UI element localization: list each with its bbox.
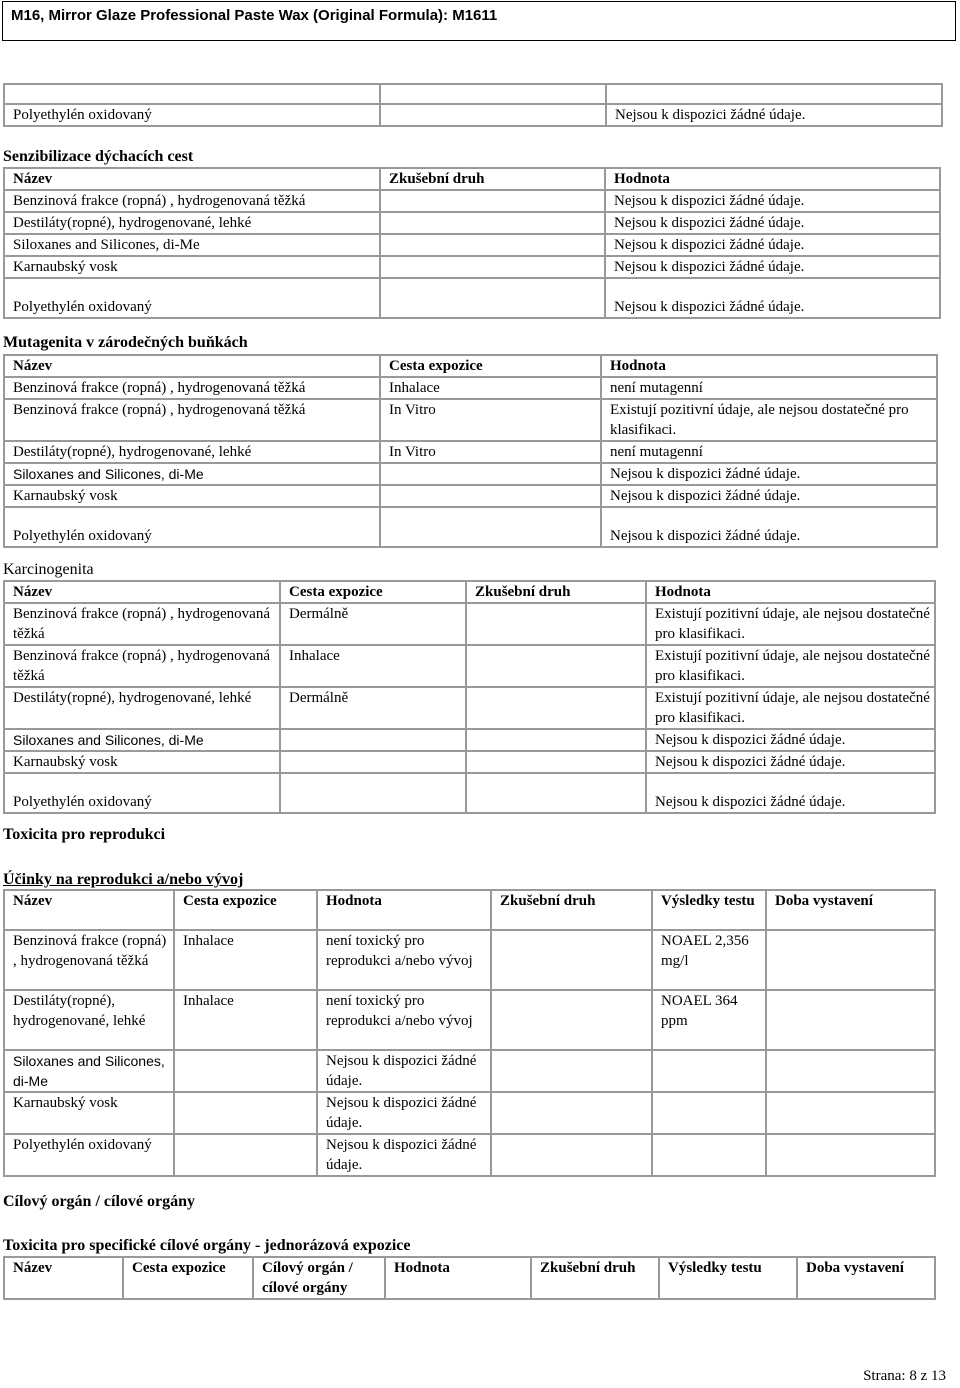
cell-value: Existují pozitivní údaje, ale nejsou dostatečné pro klasifikaci. — [646, 603, 935, 645]
cell-species — [466, 773, 646, 813]
cell-route: Inhalace — [280, 645, 466, 687]
cell-name: Polyethylén oxidovaný — [4, 1134, 174, 1176]
cell-species — [466, 729, 646, 751]
cell-name: Destiláty(ropné), hydrogenované, lehké — [4, 990, 174, 1050]
table-respiratory-sensitization — [3, 167, 941, 319]
cell-route — [280, 773, 466, 813]
table-row — [4, 212, 940, 234]
cell-exposure-duration — [766, 1092, 935, 1134]
cell-species — [491, 930, 652, 990]
cell-name: Karnaubský vosk — [4, 256, 380, 278]
section-heading-respiratory: Senzibilizace dýchacích cest — [3, 148, 194, 165]
cell-name: Benzinová frakce (ropná) , hydrogenovaná těžká — [4, 399, 380, 441]
table-row — [4, 687, 935, 729]
col-header-value: Hodnota — [605, 168, 940, 190]
cell-name: Destiláty(ropné), hydrogenované, lehké — [4, 441, 380, 463]
table-row — [4, 729, 935, 751]
cell-route: Inhalace — [174, 930, 317, 990]
cell-name: Destiláty(ropné), hydrogenované, lehké — [4, 212, 380, 234]
table-row — [4, 603, 935, 645]
col-header-value: Hodnota — [317, 890, 491, 930]
table-stot-single-exposure — [3, 1256, 936, 1300]
table-row — [4, 1050, 935, 1092]
table-row — [4, 751, 935, 773]
col-header-route: Cesta expozice — [280, 581, 466, 603]
document-header — [2, 1, 956, 41]
section-heading-carcinogenicity: Karcinogenita — [3, 561, 94, 578]
table-row — [4, 773, 935, 813]
col-header-species: Zkušební druh — [380, 168, 605, 190]
cell-value: Nejsou k dispozici žádné údaje. — [601, 507, 937, 547]
cell-value: Existují pozitivní údaje, ale nejsou dostatečné pro klasifikaci. — [646, 687, 935, 729]
cell-species — [491, 1050, 652, 1092]
table-row — [4, 930, 935, 990]
section-heading-target-organs: Cílový orgán / cílové orgány — [3, 1193, 195, 1210]
table-row — [4, 256, 940, 278]
cell-route: Inhalace — [174, 990, 317, 1050]
section-heading-mutagenicity: Mutagenita v zárodečných buňkách — [3, 334, 248, 351]
table-row — [4, 1134, 935, 1176]
table-header-row — [4, 168, 940, 190]
table-row — [4, 399, 937, 441]
table-row — [4, 441, 937, 463]
cell-name: Polyethylén oxidovaný — [4, 278, 380, 318]
cell-route: Dermálně — [280, 687, 466, 729]
table-header-row — [4, 1257, 935, 1299]
table-polyethylene-summary — [3, 83, 943, 127]
cell-route: In Vitro — [380, 441, 601, 463]
document-title: M16, Mirror Glaze Professional Paste Wax (Original Formula): M1611 — [11, 7, 498, 24]
cell-value: není toxický pro reprodukci a/nebo vývoj — [317, 930, 491, 990]
cell-species — [491, 1092, 652, 1134]
table-row — [4, 190, 940, 212]
table-header-row — [4, 581, 935, 603]
cell-value: Nejsou k dispozici žádné údaje. — [605, 256, 940, 278]
cell-route — [380, 485, 601, 507]
cell-species — [466, 603, 646, 645]
col-header-species: Zkušební druh — [491, 890, 652, 930]
cell-species — [380, 256, 605, 278]
cell-value: Nejsou k dispozici žádné údaje. — [317, 1134, 491, 1176]
table-row — [4, 507, 937, 547]
cell-route: In Vitro — [380, 399, 601, 441]
table-row — [4, 278, 940, 318]
col-header-route: Cesta expozice — [380, 355, 601, 377]
cell-value: Nejsou k dispozici žádné údaje. — [605, 212, 940, 234]
cell-route — [280, 751, 466, 773]
col-header-exposure-duration: Doba vystavení — [797, 1257, 935, 1299]
cell-exposure-duration — [766, 990, 935, 1050]
section-heading-reproductive-toxicity: Toxicita pro reprodukci — [3, 826, 166, 843]
section-heading-reproductive-effects: Účinky na reprodukci a/nebo vývoj — [3, 871, 244, 888]
cell-value: Nejsou k dispozici žádné údaje. — [317, 1050, 491, 1092]
page-current: 8 — [909, 1368, 917, 1384]
cell-value: není mutagenní — [601, 441, 937, 463]
cell-route — [174, 1050, 317, 1092]
page-number-footer — [863, 1368, 946, 1385]
cell-value: Nejsou k dispozici žádné údaje. — [606, 104, 942, 126]
cell-route: Inhalace — [380, 377, 601, 399]
cell-name: Siloxanes and Silicones, di-Me — [4, 1050, 174, 1092]
cell-name: Polyethylén oxidovaný — [4, 104, 380, 126]
cell-name: Destiláty(ropné), hydrogenované, lehké — [4, 687, 280, 729]
col-header-target-organ: Cílový orgán / cílové orgány — [253, 1257, 385, 1299]
table-header-row — [4, 355, 937, 377]
col-header-name: Název — [4, 355, 380, 377]
cell-value: Nejsou k dispozici žádné údaje. — [605, 190, 940, 212]
page-label: Strana: — [863, 1368, 906, 1384]
cell-species — [380, 104, 606, 126]
cell-name: Polyethylén oxidovaný — [4, 773, 280, 813]
cell-name: Karnaubský vosk — [4, 1092, 174, 1134]
cell-name: Benzinová frakce (ropná) , hydrogenovaná těžká — [4, 190, 380, 212]
cell-test-results — [652, 1050, 766, 1092]
table-row — [4, 84, 942, 104]
cell-name: Karnaubský vosk — [4, 485, 380, 507]
section-heading-stot-single: Toxicita pro specifické cílové orgány - jednorázová expozice — [3, 1237, 411, 1254]
table-row — [4, 377, 937, 399]
cell-species — [380, 212, 605, 234]
col-header-test-results: Výsledky testu — [652, 890, 766, 930]
cell-test-results: NOAEL 2,356 mg/l — [652, 930, 766, 990]
cell-name: Benzinová frakce (ropná) , hydrogenovaná těžká — [4, 645, 280, 687]
cell-value: Existují pozitivní údaje, ale nejsou dostatečné pro klasifikaci. — [646, 645, 935, 687]
table-carcinogenicity — [3, 580, 936, 814]
col-header-name: Název — [4, 581, 280, 603]
cell-species — [380, 234, 605, 256]
col-header-exposure-duration: Doba vystavení — [766, 890, 935, 930]
col-header-name: Název — [4, 168, 380, 190]
cell-value: Nejsou k dispozici žádné údaje. — [601, 463, 937, 485]
col-header-test-results: Výsledky testu — [659, 1257, 797, 1299]
col-header-name: Název — [4, 890, 174, 930]
cell-route — [280, 729, 466, 751]
cell-route — [174, 1092, 317, 1134]
table-row — [4, 990, 935, 1050]
cell-species — [466, 687, 646, 729]
cell-name: Siloxanes and Silicones, di-Me — [4, 463, 380, 485]
col-header-value: Hodnota — [601, 355, 937, 377]
cell-exposure-duration — [766, 1134, 935, 1176]
cell-test-results — [652, 1092, 766, 1134]
cell-value: Nejsou k dispozici žádné údaje. — [646, 773, 935, 813]
cell-value: Nejsou k dispozici žádné údaje. — [605, 234, 940, 256]
col-header-species: Zkušební druh — [466, 581, 646, 603]
cell-value: Nejsou k dispozici žádné údaje. — [605, 278, 940, 318]
cell-route — [174, 1134, 317, 1176]
cell-value: není toxický pro reprodukci a/nebo vývoj — [317, 990, 491, 1050]
page-total: 13 — [931, 1368, 946, 1384]
cell-value: Nejsou k dispozici žádné údaje. — [646, 729, 935, 751]
table-header-row — [4, 890, 935, 930]
table-row — [4, 463, 937, 485]
page-separator: z — [920, 1368, 928, 1384]
cell-value: není mutagenní — [601, 377, 937, 399]
cell-name: Siloxanes and Silicones, di-Me — [4, 234, 380, 256]
cell-route: Dermálně — [280, 603, 466, 645]
table-reproductive-effects — [3, 889, 936, 1177]
cell-species — [491, 1134, 652, 1176]
col-header-value: Hodnota — [646, 581, 935, 603]
cell-species — [491, 990, 652, 1050]
cell-species — [466, 751, 646, 773]
table-row — [4, 485, 937, 507]
cell-name: Benzinová frakce (ropná) , hydrogenovaná těžká — [4, 603, 280, 645]
table-row — [4, 645, 935, 687]
table-row — [4, 104, 942, 126]
cell-name: Siloxanes and Silicones, di-Me — [4, 729, 280, 751]
table-row — [4, 1092, 935, 1134]
table-germ-cell-mutagenicity — [3, 354, 938, 548]
cell-species — [380, 278, 605, 318]
cell-route — [380, 507, 601, 547]
cell-test-results — [652, 1134, 766, 1176]
cell-test-results: NOAEL 364 ppm — [652, 990, 766, 1050]
cell-name: Karnaubský vosk — [4, 751, 280, 773]
col-header-value: Hodnota — [385, 1257, 531, 1299]
cell-name: Polyethylén oxidovaný — [4, 507, 380, 547]
cell-species — [380, 190, 605, 212]
cell-name: Benzinová frakce (ropná) , hydrogenovaná těžká — [4, 377, 380, 399]
col-header-route: Cesta expozice — [123, 1257, 253, 1299]
cell-route — [380, 463, 601, 485]
cell-exposure-duration — [766, 930, 935, 990]
col-header-species: Zkušební druh — [531, 1257, 659, 1299]
col-header-name: Název — [4, 1257, 123, 1299]
cell-exposure-duration — [766, 1050, 935, 1092]
table-row — [4, 234, 940, 256]
cell-value: Nejsou k dispozici žádné údaje. — [601, 485, 937, 507]
cell-name: Benzinová frakce (ropná) , hydrogenovaná těžká — [4, 930, 174, 990]
cell-species — [466, 645, 646, 687]
cell-value: Nejsou k dispozici žádné údaje. — [646, 751, 935, 773]
cell-value: Nejsou k dispozici žádné údaje. — [317, 1092, 491, 1134]
cell-value: Existují pozitivní údaje, ale nejsou dostatečné pro klasifikaci. — [601, 399, 937, 441]
col-header-route: Cesta expozice — [174, 890, 317, 930]
